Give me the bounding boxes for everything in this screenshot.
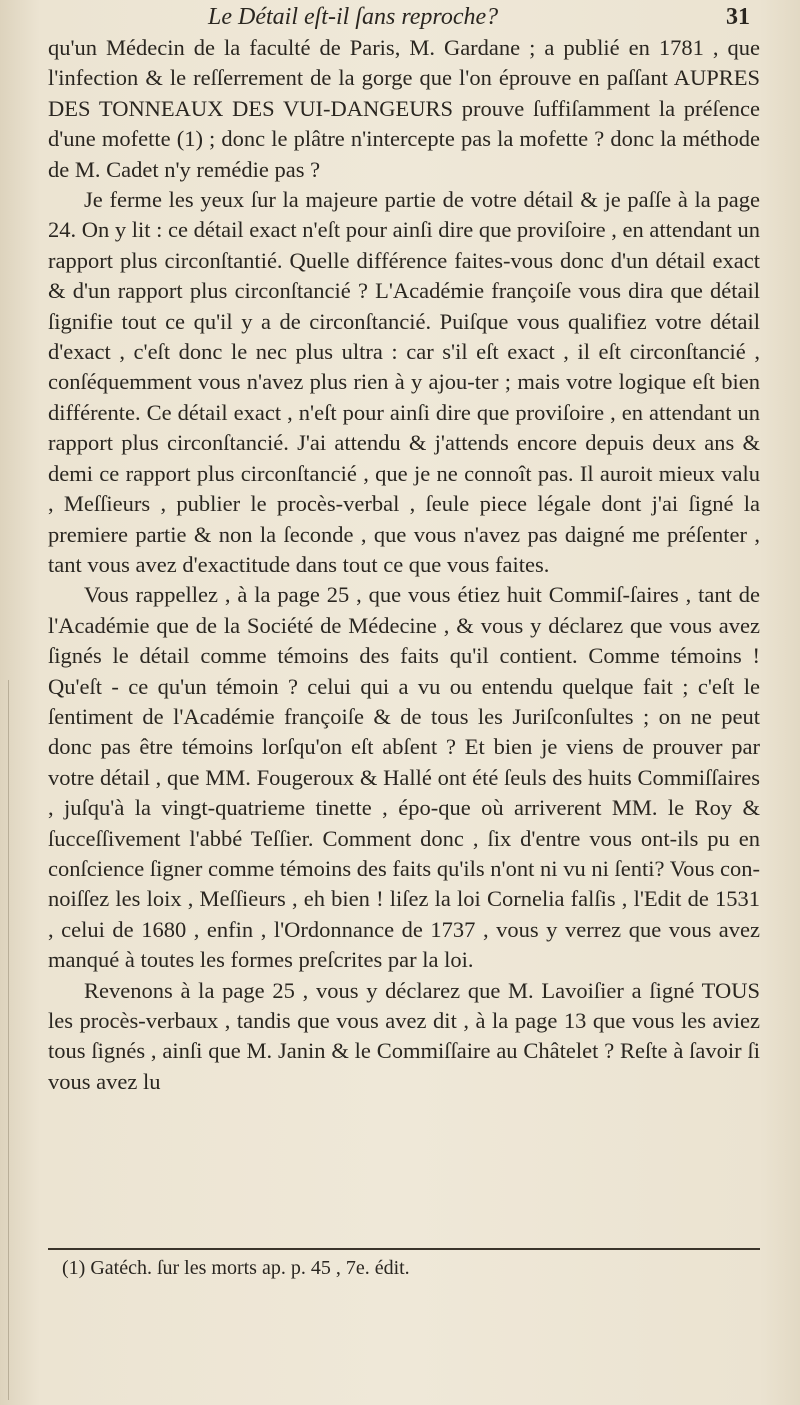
running-head-title: Le Détail eſt-il ſans reproche? [208,4,499,30]
page-number: 31 [726,4,750,30]
footnote-rule [48,1248,760,1250]
paragraph-2: Je ferme les yeux ſur la majeure partie de votre détail & je paſſe à la page 24. On y lit : ce détail exact n'eſt pour ainſi dire que proviſoire , en attendant un rapport plus circonſtantié. Quelle différence faites-vous donc d'un détail exact & d'un rapport plus circonſtancié ? L'Académie françoiſe vous dira que détail ſignifie tout ce qu'il y a de circonſtancié. Puiſque vous qualifiez votre détail d'exact , c'eſt donc le nec plus ultra : car s'il eſt exact , il eſt circonſtancié , conſéquemment vous n'avez plus rien à y ajou-ter ; mais votre logique eſt bien différente. Ce détail exact , n'eſt pour ainſi dire que proviſoire , en attendant un rapport plus circonſtancié. J'ai attendu & j'attends encore depuis deux ans & demi ce rapport plus circonſtancié , que je ne connoît pas. Il auroit mieux valu , Meſſieurs , publier le procès-verbal , ſeule piece légale dont j'ai ſigné la premiere partie & non la ſeconde , que vous n'avez pas daigné me préſenter , tant vous avez d'exactitude dans tout ce que vous faites. [48,187,760,577]
body-text [48,33,760,1097]
paragraph-3: Vous rappellez , à la page 25 , que vous étiez huit Commiſ-ſaires , tant de l'Académie que de la Société de Médecine , & vous y déclarez que vous avez ſignés le détail comme témoins des faits qu'il contient. Comme témoins ! Qu'eſt - ce qu'un témoin ? celui qui a vu ou entendu quelque fait ; c'eſt le ſentiment de l'Académie françoiſe & de tous les Juriſconſultes ; on ne peut donc pas être témoins lorſqu'on eſt abſent ? Et bien je viens de prouver par votre détail , que MM. Fougeroux & Hallé ont été ſeuls des huits Commiſſaires , juſqu'à la vingt-quatrieme tinette , épo-que où arriverent MM. le Roy & ſucceſſivement l'abbé Teſſier. Comment donc , ſix d'entre vous ont-ils pu en conſcience ſigner comme témoins des faits qu'ils n'ont ni vu ni ſenti? Vous con-noiſſez les loix , Meſſieurs , eh bien ! liſez la loi Cornelia falſis , l'Edit de 1531 , celui de 1680 , enfin , l'Ordonnance de 1737 , vous y verrez que vous avez manqué à toutes les formes preſcrites par la loi. [48,582,760,973]
footnote: (1) Gatéch. ſur les morts ap. p. 45 , 7e. édit. [62,1257,410,1279]
running-head [48,4,758,34]
page-edge [8,680,9,1400]
paragraph-4: Revenons à la page 25 , vous y déclarez que M. Lavoiſier a ſigné TOUS les procès-verbaux , tandis que vous avez dit , à la page 13 que vous les aviez tous ſignés , ainſi que M. Janin & le Commiſſaire au Châtelet ? Reſte à ſavoir ſi vous avez lu [48,977,760,1094]
paragraph-1: qu'un Médecin de la faculté de Paris, M. Gardane ; a publié en 1781 , que l'infection & le reſſerrement de la gorge que l'on éprouve en paſſant AUPRES DES TONNEAUX DES VUI-DANGEURS prouve ſuffiſamment la préſence d'une mofette (1) ; donc le plâtre n'intercepte pas la mofette ? donc la méthode de M. Cadet n'y remédie pas ? [48,35,760,182]
